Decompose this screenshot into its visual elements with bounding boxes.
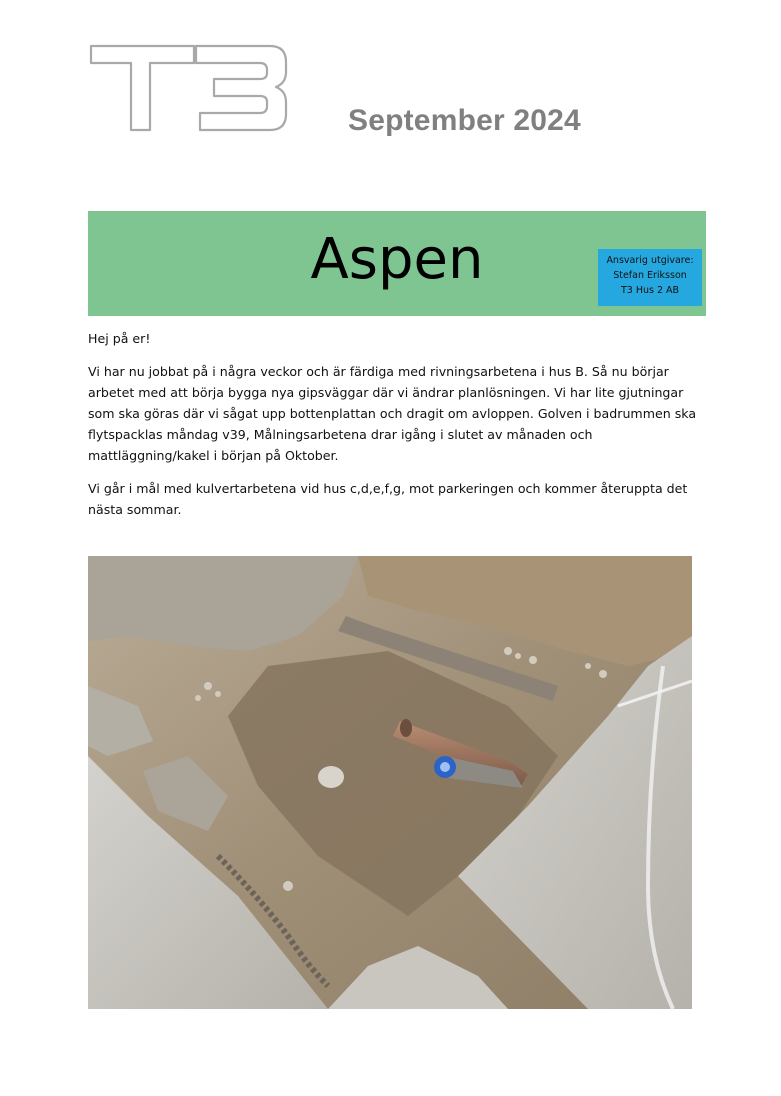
paragraph-1: Vi har nu jobbat på i några veckor och är färdiga med rivningsarbetena i hus B. Så nu börjar arbetet med att börja bygga nya gipsväggar där vi ändrar planlösningen. Vi har lite gjutningar som ska göras där vi sågat upp bottenplattan och dragit om avloppen. Golven i badrummen ska flytspacklas måndag v39, Målningsarbetena drar igång i slutet av månaden och mattläggning/kakel i början på Oktober. xyxy=(88,364,697,463)
publisher-box xyxy=(598,249,702,306)
article-body xyxy=(88,328,708,532)
publisher-label: Ansvarig utgivare: xyxy=(606,255,694,266)
issue-date: September 2024 xyxy=(348,104,581,137)
greeting: Hej på er! xyxy=(88,331,151,346)
title-banner xyxy=(88,211,706,316)
t3-logo xyxy=(88,42,292,134)
publisher-company: T3 Hus 2 AB xyxy=(620,285,680,296)
paragraph-2: Vi går i mål med kulvertarbetena vid hus c,d,e,f,g, mot parkeringen och kommer återuppta det nästa sommar. xyxy=(88,481,688,517)
publisher-name: Stefan Eriksson xyxy=(613,270,687,281)
construction-photo xyxy=(88,556,692,1009)
newsletter-title: Aspen xyxy=(310,227,484,292)
